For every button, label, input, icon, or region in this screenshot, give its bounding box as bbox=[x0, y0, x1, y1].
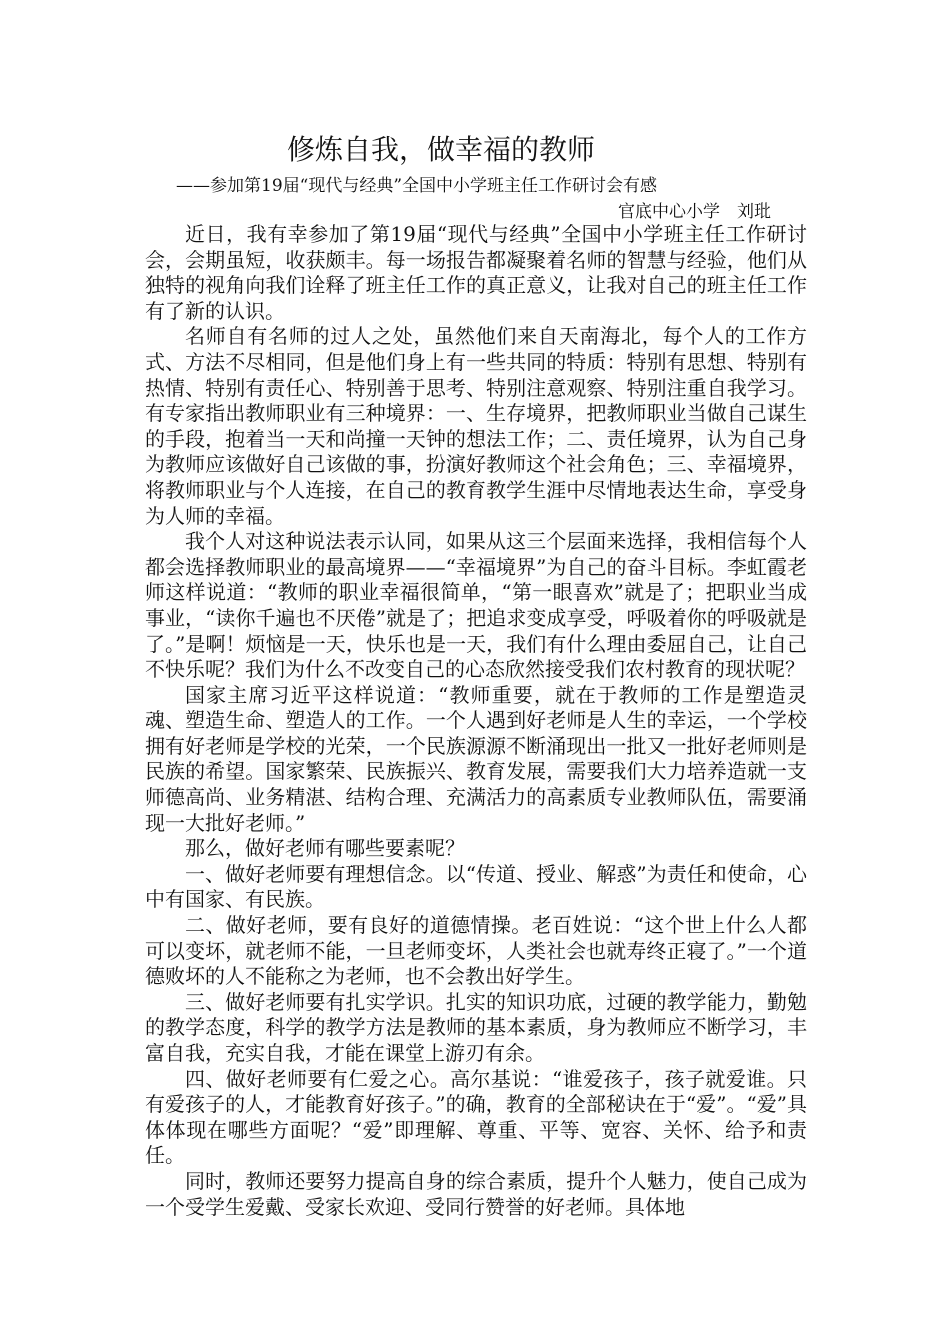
paragraph: 近日，我有幸参加了第19届“现代与经典”全国中小学班主任工作研讨会，会期虽短，收获颇丰。每一场报告都凝聚着名师的智慧与经验，他们从独特的视角向我们诠释了班主任工作的真正意义，让我对自己的班主任工作有了新的认识。 bbox=[145, 222, 807, 323]
paragraph: 三、做好老师要有扎实学识。扎实的知识功底，过硬的教学能力，勤勉的教学态度，科学的教学方法是教师的基本素质，身为教师应不断学习，丰富自我，充实自我，才能在课堂上游刃有余。 bbox=[145, 989, 807, 1065]
document-subtitle: ——参加第19届“现代与经典”全国中小学班主任工作研讨会有感 bbox=[176, 176, 658, 196]
paragraph: 四、做好老师要有仁爱之心。高尔基说：“谁爱孩子，孩子就爱谁。只有爱孩子的人，才能教育好孩子。”的确，教育的全部秘诀在于“爱”。“爱”具体体现在哪些方面呢？“爱”即理解、尊重、平等、宽容、关怀、给予和责任。 bbox=[145, 1066, 807, 1168]
document-title: 修炼自我，做幸福的教师 bbox=[287, 133, 596, 166]
document-body bbox=[145, 222, 807, 1220]
paragraph: 那么，做好老师有哪些要素呢？ bbox=[185, 836, 465, 861]
paragraph: 二、做好老师，要有良好的道德情操。老百姓说：“这个世上什么人都可以变坏，就老师不能，一旦老师变坏，人类社会也就寿终正寝了。”一个道德败坏的人不能称之为老师，也不会教出好学生。 bbox=[145, 913, 807, 989]
paragraph: 同时，教师还要努力提高自身的综合素质，提升个人魅力，使自己成为一个受学生爱戴、受家长欢迎、受同行赞誉的好老师。具体地 bbox=[145, 1168, 807, 1219]
author-line: 官底中心小学 刘玭 bbox=[618, 202, 771, 222]
paragraph: 我个人对这种说法表示认同，如果从这三个层面来选择，我相信每个人都会选择教师职业的最高境界——“幸福境界”为自己的奋斗目标。李虹霞老师这样说道：“教师的职业幸福很简单，“第一眼喜欢”就是了；把职业当成事业，“读你千遍也不厌倦”就是了；把追求变成享受，呼吸着你的呼吸就是了。”是啊！烦恼是一天，快乐也是一天，我们有什么理由委屈自己，让自己不快乐呢？我们为什么不改变自己的心态欣然接受我们农村教育的现状呢？ bbox=[145, 529, 807, 682]
paragraph: 一、做好老师要有理想信念。以“传道、授业、解惑”为责任和使命，心中有国家、有民族。 bbox=[145, 861, 807, 912]
paragraph: 名师自有名师的过人之处，虽然他们来自天南海北，每个人的工作方式、方法不尽相同，但是他们身上有一些共同的特质：特别有思想、特别有热情、特别有责任心、特别善于思考、特别注意观察、特别注重自我学习。有专家指出教师职业有三种境界：一、生存境界，把教师职业当做自己谋生的手段，抱着当一天和尚撞一天钟的想法工作；二、责任境界，认为自己身为教师应该做好自己该做的事，扮演好教师这个社会角色；三、幸福境界，将教师职业与个人连接，在自己的教育教学生涯中尽情地表达生命，享受身为人师的幸福。 bbox=[145, 324, 807, 528]
paragraph: 国家主席习近平这样说道：“教师重要，就在于教师的工作是塑造灵魂、塑造生命、塑造人的工作。一个人遇到好老师是人生的幸运，一个学校拥有好老师是学校的光荣，一个民族源源不断涌现出一批又一批好老师则是民族的希望。国家繁荣、民族振兴、教育发展，需要我们大力培养造就一支师德高尚、业务精湛、结构合理、充满活力的高素质专业教师队伍，需要涌现一大批好老师。” bbox=[145, 682, 807, 835]
